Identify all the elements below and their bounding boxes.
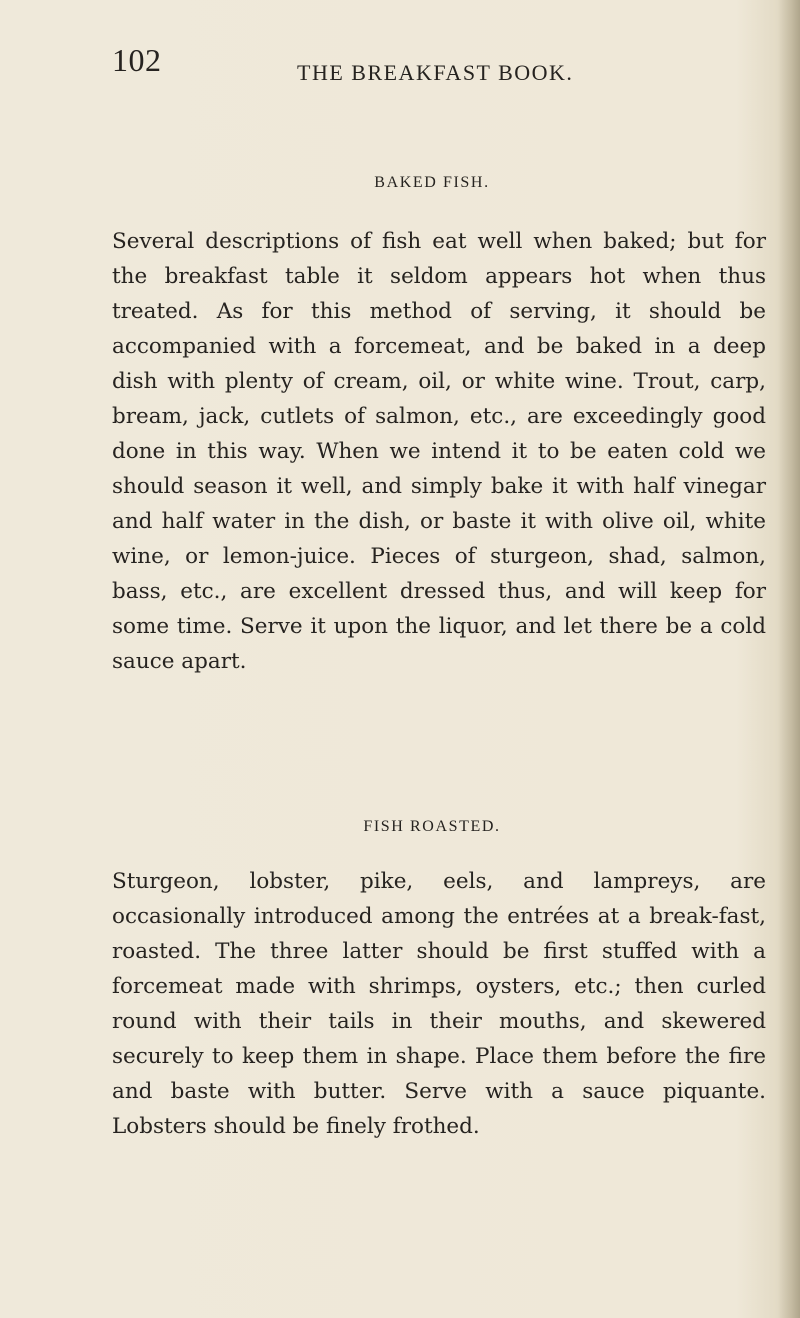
- page-number: 102: [112, 42, 162, 78]
- page-header: [112, 40, 752, 100]
- section-heading-baked-fish: BAKED FISH.: [374, 174, 490, 191]
- section-heading-fish-roasted: FISH ROASTED.: [363, 818, 501, 835]
- running-head: THE BREAKFAST BOOK.: [297, 60, 574, 85]
- page-edge-shadow: [778, 0, 800, 1318]
- paragraph-baked-fish: Several descriptions of fish eat well when baked; but for the breakfast table it seldom appears hot when thus treated. As for this method of serving, it should be accompanied with a forcemeat, and be baked in a deep dish with plenty of cream, oil, or white wine. Trout, carp, bream, jack, cutlets of salmon, etc., are exceedingly good done in this way. When we intend it to be eaten cold we should season it well, and simply bake it with half vinegar and half water in the dish, or baste it with olive oil, white wine, or lemon-juice. Pieces of sturgeon, shad, salmon, bass, etc., are excellent dressed thus, and will keep for some time. Serve it upon the liquor, and let there be a cold sauce apart.: [112, 229, 766, 674]
- paragraph-fish-roasted: Sturgeon, lobster, pike, eels, and lampreys, are occasionally introduced among the entrées at a break-fast, roasted. The three latter should be first stuffed with a forcemeat made with shrimps, oysters, etc.; then curled round with their tails in their mouths, and skewered securely to keep them in shape. Place them before the fire and baste with butter. Serve with a sauce piquante. Lobsters should be finely frothed.: [112, 869, 766, 1139]
